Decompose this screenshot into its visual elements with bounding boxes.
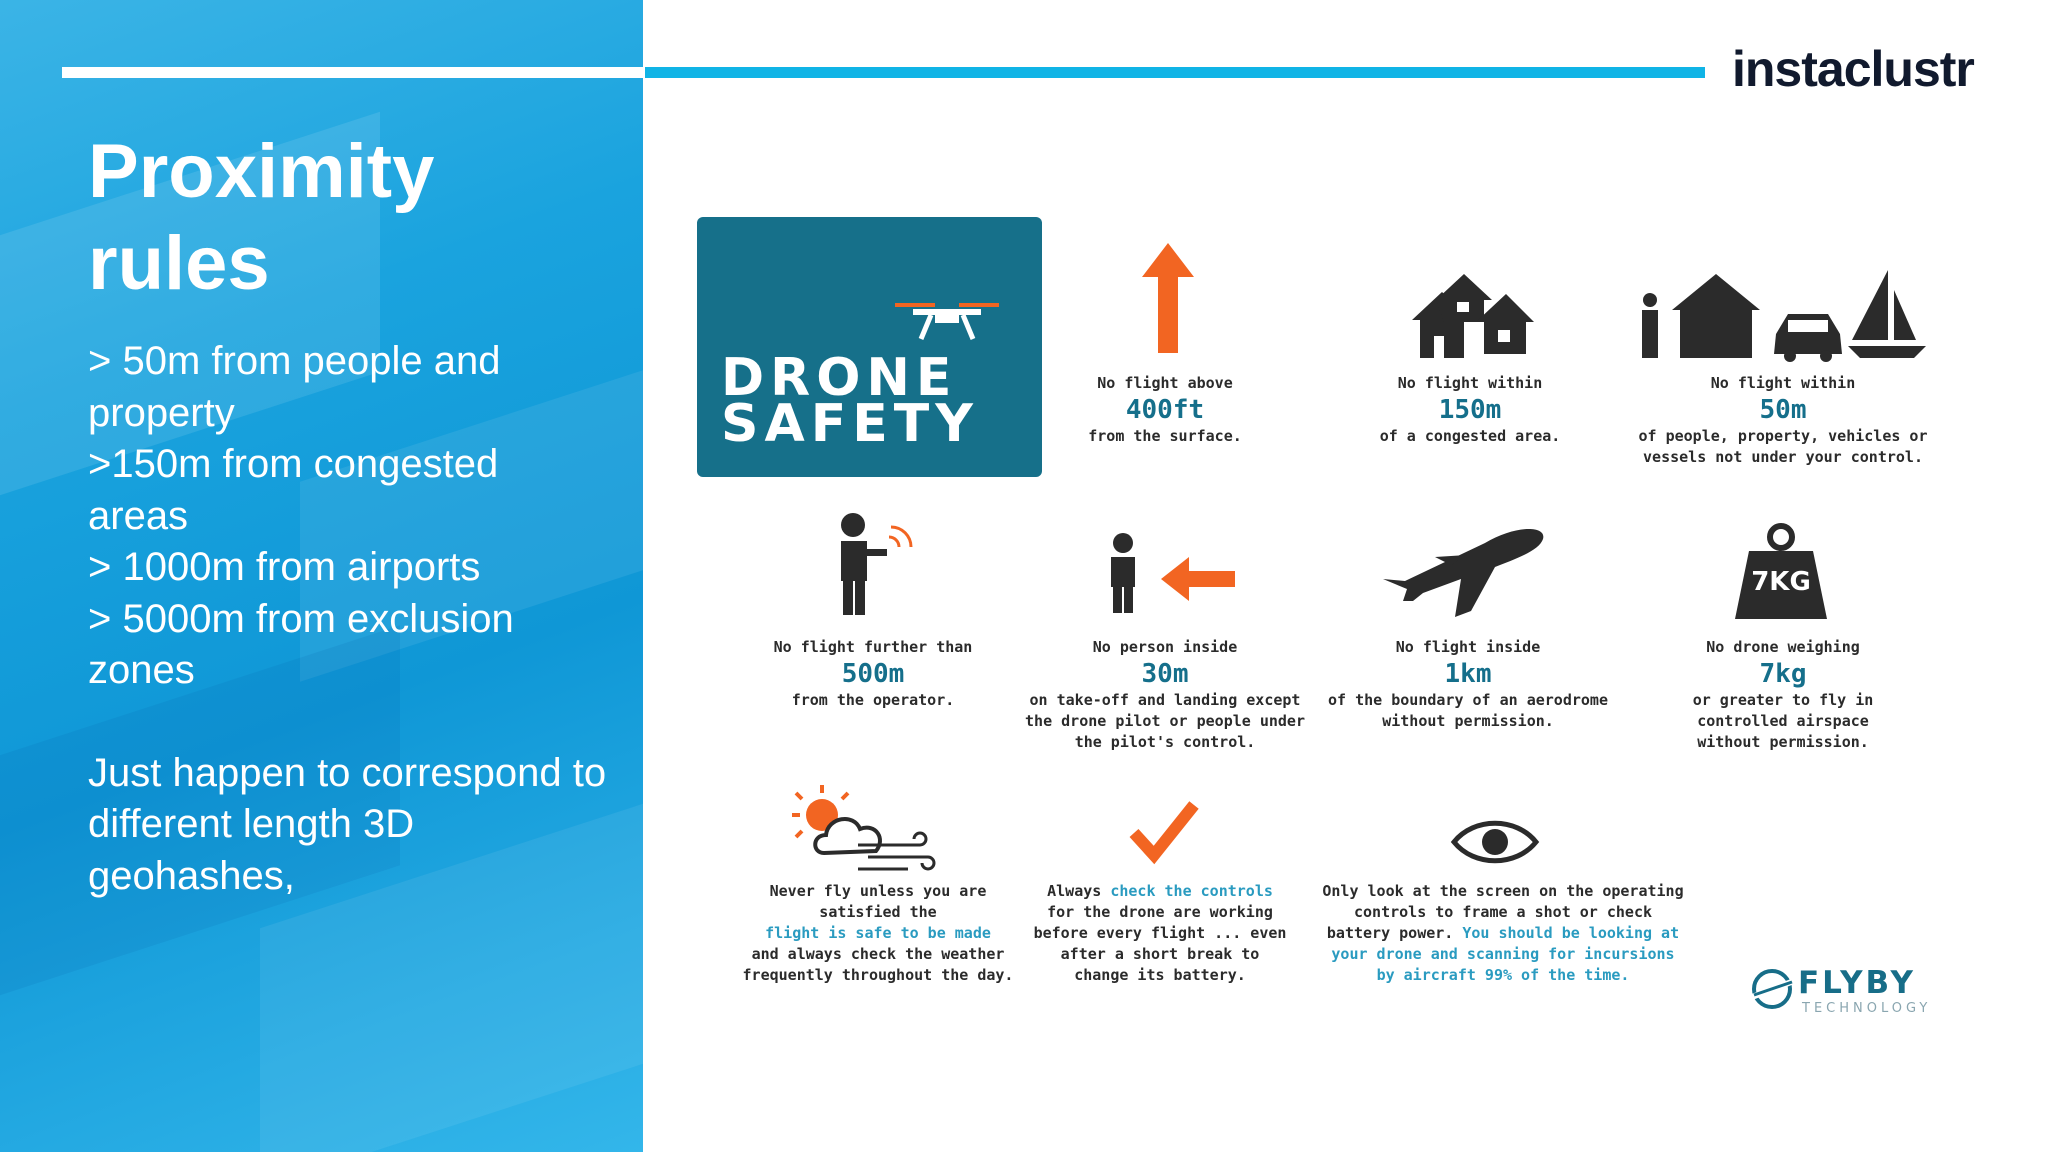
- slide-note: Just happen to correspond to different length 3D geohashes,: [88, 750, 607, 898]
- weight-label: 7KG: [1751, 567, 1811, 597]
- tip-text: for the drone are working before every flight ... even after a short break to change its battery.: [1033, 903, 1287, 984]
- weight-icon: [1735, 523, 1827, 623]
- people-property-vehicle-vessel-icon: [1638, 270, 1928, 362]
- rule-post: or greater to fly in controlled airspace without permission.: [1692, 691, 1874, 751]
- rule-value: 30m: [1141, 659, 1189, 689]
- rule-500m: [768, 637, 978, 711]
- rule-post: from the operator.: [791, 691, 955, 709]
- rule-value: 50m: [1759, 395, 1807, 425]
- slide-body: [88, 336, 608, 902]
- rule-1km: [1328, 637, 1608, 732]
- tip-highlight: You should be looking at your drone and scanning for incursions by aircraft 99% of the time.: [1331, 924, 1680, 984]
- tip-text: Never fly unless you are satisfied the: [769, 882, 987, 921]
- checkmark-icon: [1128, 799, 1200, 865]
- header-rule-white: [62, 67, 643, 78]
- rule-pre: No flight within: [1397, 374, 1543, 392]
- bullet-item: > 1000m from airports: [88, 545, 481, 589]
- rule-value: 400ft: [1125, 395, 1205, 425]
- tip-look-at-drone: [1318, 881, 1688, 986]
- drone-safety-title: DRONE SAFETY: [721, 348, 979, 454]
- tip-text: Always: [1047, 882, 1102, 900]
- rule-pre: No person inside: [1092, 638, 1238, 656]
- rule-value: 7kg: [1759, 659, 1807, 689]
- rule-post: on take-off and landing except the drone pilot or people under the pilot's control.: [1025, 691, 1305, 751]
- rule-post: of people, property, vehicles or vessels not under your control.: [1638, 427, 1928, 466]
- rule-150m: [1335, 373, 1605, 447]
- rule-pre: No flight within: [1710, 374, 1856, 392]
- bullet-item: > 50m from people and property: [88, 339, 501, 435]
- drone-icon: [887, 299, 1007, 351]
- rule-7kg: [1668, 637, 1898, 753]
- airplane-icon: [1375, 521, 1550, 621]
- tip-text: Only look at the screen on the operating controls to frame a shot or check battery power.: [1322, 882, 1684, 942]
- rule-50m: [1628, 373, 1938, 468]
- rule-post: of the boundary of an aerodrome without permission.: [1328, 691, 1608, 730]
- flyby-mark-icon: [1750, 965, 1796, 1011]
- tip-highlight: check the controls: [1110, 882, 1273, 900]
- slide-title: Proximity rules: [88, 129, 435, 306]
- eye-icon: [1450, 817, 1540, 867]
- rule-30m: [1025, 637, 1305, 753]
- houses-icon: [1402, 270, 1534, 362]
- header-rule-blue: [645, 67, 1705, 78]
- rule-pre: No flight further than: [773, 638, 973, 656]
- rule-pre: No flight above: [1097, 374, 1233, 392]
- rule-pre: No drone weighing: [1706, 638, 1860, 656]
- instaclustr-logo: instaclustr: [1732, 41, 1974, 97]
- rule-post: from the surface.: [1088, 427, 1242, 445]
- flyby-subtitle: TECHNOLOGY: [1802, 1001, 1932, 1016]
- drone-safety-infographic: [680, 205, 1988, 1065]
- arrow-up-icon: [1142, 243, 1194, 353]
- rule-400ft: [1075, 373, 1255, 447]
- rule-pre: No flight inside: [1395, 638, 1541, 656]
- tip-text: and always check the weather frequently throughout the day.: [742, 945, 1014, 984]
- bullet-item: > 5000m from exclusion zones: [88, 596, 514, 692]
- drone-safety-panel: [697, 217, 1042, 477]
- bullet-item: >150m from congested areas: [88, 442, 499, 538]
- rule-value: 500m: [841, 659, 905, 689]
- weather-icon: [788, 783, 938, 879]
- operator-with-controller-icon: [835, 513, 915, 615]
- tip-weather: [728, 881, 1028, 986]
- rule-value: 150m: [1438, 395, 1502, 425]
- tip-check-controls: [1030, 881, 1290, 986]
- person-and-arrow-icon: [1105, 533, 1235, 615]
- rule-post: of a congested area.: [1379, 427, 1561, 445]
- tip-highlight: flight is safe to be made: [765, 924, 991, 942]
- flyby-name: FLYBY: [1798, 965, 1916, 1001]
- rule-value: 1km: [1444, 659, 1492, 689]
